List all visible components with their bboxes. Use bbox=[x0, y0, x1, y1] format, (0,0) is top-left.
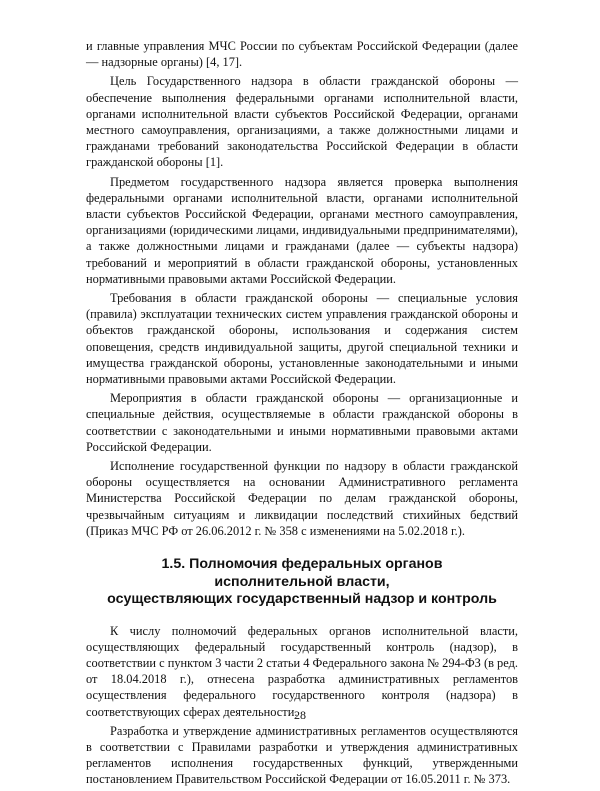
paragraph: и главные управления МЧС России по субъектам Российской Федерации (далее — надзорные органы) [4, 17]. bbox=[86, 39, 518, 70]
paragraph: Исполнение государственной функции по надзору в области гражданской обороны осуществляется на основании Административного регламента Министерства Российской Федерации по делам гражданской обороны, чрезвычайным ситуациям и ликвидации последствий стихийных бедствий (Приказ МЧС РФ от 26.06.2012 г. № 358 с изменениями на 5.02.2018 г.). bbox=[86, 459, 518, 538]
section-heading-line-3: осуществляющих государственный надзор и контроль bbox=[107, 591, 497, 608]
paragraph: Разработка и утверждение административных регламентов осуществляются в соответствии с Правилами разработки и утверждения административных регламентов исполнения государственных функций, утвержденными постановлением Правительством Российской Федерации от 16.05.2011 г. № 373. bbox=[86, 723, 518, 787]
section-heading-line-2: исполнительной власти, bbox=[214, 573, 390, 590]
paragraph: Требования в области гражданской обороны — специальные условия (правила) эксплуатации технических систем управления гражданской обороны и объектов гражданской обороны, использования и содержания систем оповещения, средств индивидуальной защиты, другой специальной техники и имущества гражданской обороны, установленные законодательными и иными нормативными правовыми актами Российской Федерации. bbox=[86, 291, 518, 387]
document-page bbox=[86, 38, 518, 791]
page-number: 28 bbox=[294, 708, 306, 722]
section-heading bbox=[86, 556, 518, 609]
paragraph: К числу полномочий федеральных органов исполнительной власти, осуществляющих федеральный государственный контроль (надзор), в соответствии с пунктом 3 части 2 статьи 4 Федерального закона № 294-ФЗ (в ред. от 18.04.2018 г.), отнесена разработка административных регламентов осуществления федерального государственного контроля (надзора) в соответствующих сферах деятельности. bbox=[86, 623, 518, 719]
body-text-after-heading bbox=[86, 623, 518, 788]
paragraph: Цель Государственного надзора в области гражданской обороны — обеспечение выполнения федеральными органами исполнительной власти, органами исполнительной власти субъектов Российской Федерации, органами местного самоуправления, организациями, а также должностными лицами и гражданами требований законодательства Российской Федерации в области гражданской обороны [1]. bbox=[86, 74, 518, 170]
paragraph: Предметом государственного надзора является проверка выполнения федеральными органами исполнительной власти, органами исполнительной власти субъектов Российской Федерации, органами местного самоуправления, организациями (юридическими лицами, индивидуальными предпринимателями), а также должностными лицами и гражданами (далее — субъекты надзора) требований и мероприятий в области гражданской обороны, установленных нормативными правовыми актами Российской Федерации. bbox=[86, 174, 518, 286]
section-heading-line-1: 1.5. Полномочия федеральных органов bbox=[161, 556, 443, 573]
body-text-before-heading bbox=[86, 38, 518, 539]
paragraph: Мероприятия в области гражданской обороны — организационные и специальные действия, осуществляемые в области гражданской обороны в соответствии с законодательными и иными нормативными правовыми актами Российской Федерации. bbox=[86, 391, 518, 454]
